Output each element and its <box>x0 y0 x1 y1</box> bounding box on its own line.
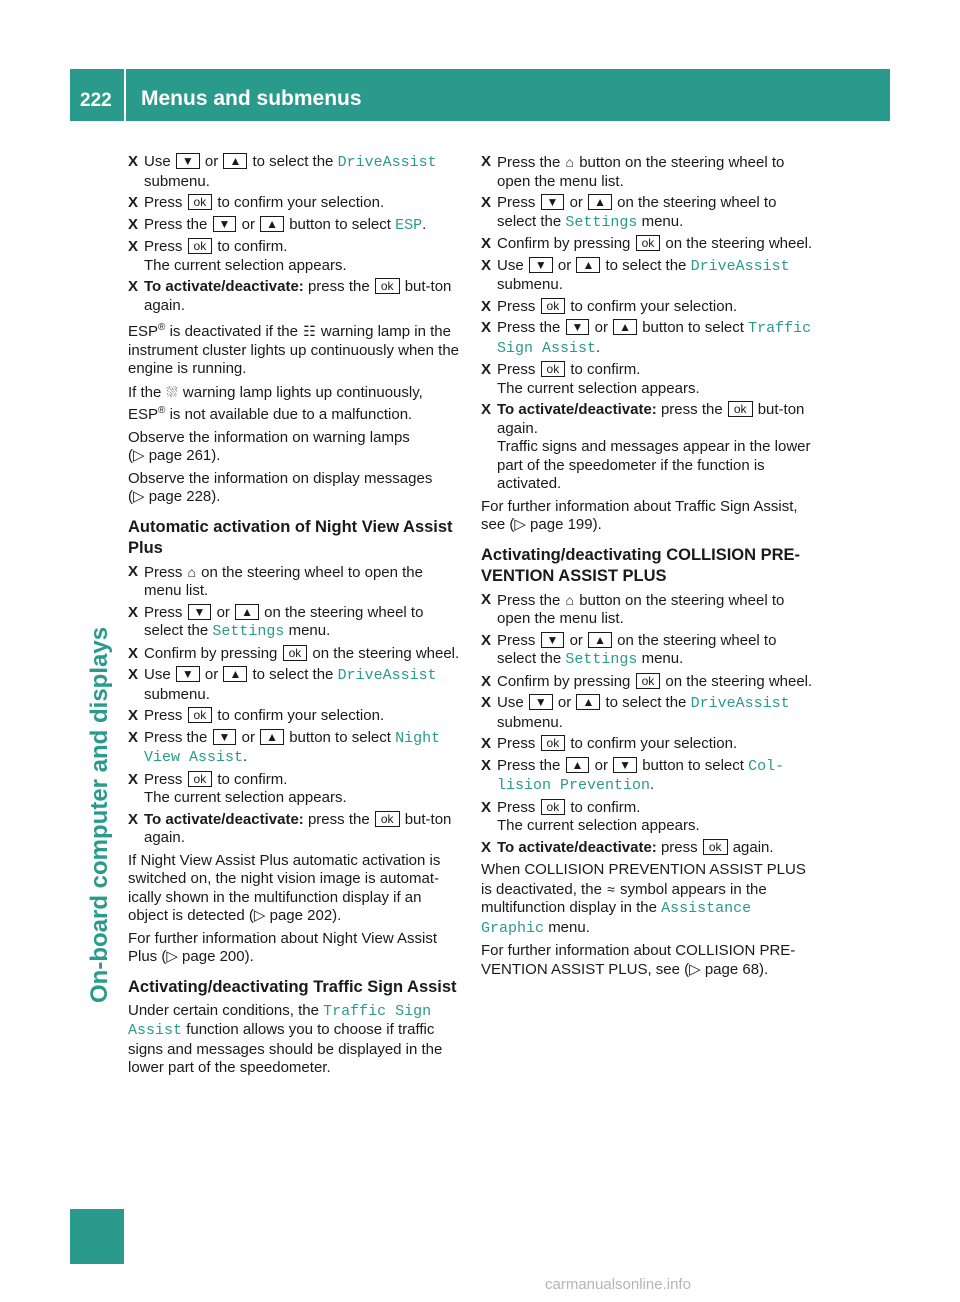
bullet-arrow-icon: X <box>481 401 492 418</box>
bullet-arrow-icon: X <box>481 256 492 274</box>
paragraph: If the ⛆ warning lamp lights up continuously, ESP® is not available due to a malfunction. <box>128 383 423 423</box>
side-tab-text <box>86 626 113 1003</box>
bullet-arrow-icon: X <box>481 756 492 774</box>
ok-key-icon: ok <box>636 235 661 251</box>
up-key-icon: ▲ <box>576 694 600 710</box>
bullet-arrow-icon: X <box>128 810 139 828</box>
subsection-heading: Activating/deactivating Traffic Sign Assist <box>128 977 457 996</box>
down-key-icon: ▼ <box>613 757 637 773</box>
page-ref-link[interactable]: (▷ page 228). <box>128 488 221 505</box>
step: X Press ok to confirm. The current selection appears. <box>481 361 700 397</box>
bullet-arrow-icon: X <box>128 707 139 724</box>
down-key-icon: ▼ <box>176 153 200 169</box>
ok-key-icon: ok <box>541 799 566 815</box>
menu-ref: ESP <box>395 216 423 234</box>
bullet-arrow-icon: X <box>481 235 492 252</box>
ok-key-icon: ok <box>188 707 213 723</box>
menu-ref: DriveAssist <box>690 257 790 275</box>
paragraph: Observe the information on display messages (▷ page 228). <box>128 469 433 505</box>
step: X Press the ▲ or ▼ button to select Col-lision Prevention. <box>481 756 785 794</box>
down-key-icon: ▼ <box>213 216 237 232</box>
bullet-arrow-icon: X <box>128 153 139 170</box>
menu-ref: Traffic Sign Assist <box>497 320 812 357</box>
paragraph: ESP® is deactivated if the ☷ warning lamp in the instrument cluster lights up continuously when the engine is running. <box>128 322 460 377</box>
ok-key-icon: ok <box>375 811 400 827</box>
step: X Press ▼ or ▲ on the steering wheel to select the Settings menu. <box>481 194 777 231</box>
step: X Press ok to confirm your selection. <box>128 707 385 724</box>
menu-ref: Night View Assist <box>144 729 441 766</box>
bullet-arrow-icon: X <box>481 194 492 211</box>
step: X Press ⌂ on the steering wheel to open the menu list. <box>128 562 423 599</box>
step: X Press ok to confirm. The current selection appears. <box>128 238 347 274</box>
paragraph: For further information about Night View Assist Plus (▷ page 200). <box>128 929 438 965</box>
down-key-icon: ▼ <box>541 632 565 648</box>
step: X Press ok to confirm. The current selection appears. <box>128 770 347 806</box>
side-tab-label: On-board computer and displays <box>86 626 113 1003</box>
ok-key-icon: ok <box>636 673 661 689</box>
step: X Use ▼ or ▲ to select the DriveAssist submenu. <box>481 694 790 731</box>
menu-ref: Col-lision Prevention <box>497 757 785 794</box>
bullet-arrow-icon: X <box>128 562 139 580</box>
header-divider <box>124 69 126 121</box>
up-key-icon: ▲ <box>260 216 284 232</box>
up-key-icon: ▲ <box>566 757 590 773</box>
esp-warning-icon: ⛆ <box>166 383 178 400</box>
menu-ref: DriveAssist <box>337 154 437 171</box>
ok-key-icon: ok <box>188 194 213 210</box>
step: X To activate/deactivate: press the ok but-ton again. Traffic signs and messages appear in the lower part of the speedometer if the function is activated. <box>481 401 811 492</box>
ok-key-icon: ok <box>541 298 566 314</box>
menu-ref: Settings <box>212 623 285 640</box>
page-number: 222 <box>80 90 112 111</box>
step: X Press ok to confirm. The current selection appears. <box>481 798 700 834</box>
down-key-icon: ▼ <box>188 604 212 620</box>
step: X To activate/deactivate: press the ok but-ton again. <box>128 278 452 314</box>
up-key-icon: ▲ <box>235 604 259 620</box>
up-key-icon: ▲ <box>613 319 637 335</box>
paragraph: When COLLISION PREVENTION ASSIST PLUS is deactivated, the ≈ symbol appears in the multifunction display in the Assistance Graphic menu. <box>481 861 806 937</box>
ok-key-icon: ok <box>188 771 213 787</box>
subsection-heading: Automatic activation of Night View Assist Plus <box>128 517 453 557</box>
bullet-arrow-icon: X <box>481 838 492 856</box>
up-key-icon: ▲ <box>223 153 247 169</box>
ok-key-icon: ok <box>703 839 728 855</box>
step: X Press the ⌂ button on the steering wheel to open the menu list. <box>481 590 785 627</box>
menu-ref: DriveAssist <box>690 695 790 712</box>
left-column <box>128 153 460 1080</box>
step: X Use ▼ or ▲ to select the DriveAssist submenu. <box>128 666 437 703</box>
subsection-heading: Activating/deactivating COLLISION PRE-VENTION ASSIST PLUS <box>481 545 801 585</box>
bullet-arrow-icon: X <box>128 194 139 211</box>
watermark: carmanualsonline.info <box>545 1276 691 1293</box>
home-key-icon: ⌂ <box>565 154 575 170</box>
ok-key-icon: ok <box>283 645 308 661</box>
step: X Press ok to confirm your selection. <box>481 735 738 752</box>
bullet-arrow-icon: X <box>481 590 492 608</box>
down-key-icon: ▼ <box>529 694 553 710</box>
collision-prevention-off-icon: ≈ <box>607 880 615 897</box>
step: X Confirm by pressing ok on the steering wheel. <box>481 235 813 252</box>
paragraph: Under certain conditions, the Traffic Sign Assist function allows you to choose if traffic signs and messages should be displayed in the lower part of the speedometer. <box>128 1001 443 1076</box>
bullet-arrow-icon: X <box>481 631 492 649</box>
bullet-arrow-icon: X <box>128 278 139 295</box>
bullet-arrow-icon: X <box>128 238 139 255</box>
right-column <box>481 153 813 981</box>
down-key-icon: ▼ <box>176 666 200 682</box>
step: X To activate/deactivate: press ok again. <box>481 838 774 856</box>
step: X Use ▼ or ▲ to select the DriveAssist submenu. <box>481 256 790 293</box>
up-key-icon: ▲ <box>588 194 612 210</box>
bullet-arrow-icon: X <box>481 319 492 336</box>
step: X Press ▼ or ▲ on the steering wheel to select the Settings menu. <box>481 631 777 668</box>
paragraph: Observe the information on warning lamps (▷ page 261). <box>128 428 410 464</box>
menu-ref: Traffic Sign Assist <box>128 1002 432 1039</box>
bullet-arrow-icon: X <box>481 361 492 378</box>
home-key-icon: ⌂ <box>187 563 196 580</box>
up-key-icon: ▲ <box>260 729 284 745</box>
bullet-arrow-icon: X <box>481 297 492 315</box>
bullet-arrow-icon: X <box>481 694 492 711</box>
ok-key-icon: ok <box>541 735 566 751</box>
home-key-icon: ⌂ <box>565 591 575 608</box>
esp-off-warning-icon: ☷ <box>303 323 316 339</box>
step: X Press ok to confirm your selection. <box>481 297 738 315</box>
section-title: Menus and submenus <box>141 87 362 110</box>
step: X Use ▼ or ▲ to select the DriveAssist submenu. <box>128 153 437 190</box>
step: X Press ▼ or ▲ on the steering wheel to select the Settings menu. <box>128 603 424 640</box>
step: X Press ok to confirm your selection. <box>128 194 385 211</box>
bullet-arrow-icon: X <box>481 735 492 752</box>
bullet-arrow-icon: X <box>481 672 492 690</box>
paragraph: For further information about Traffic Sign Assist, see (▷ page 199). <box>481 497 798 533</box>
step: X Press the ⌂ button on the steering wheel to open the menu list. <box>481 153 785 190</box>
up-key-icon: ▲ <box>576 257 600 273</box>
step: X Press the ▼ or ▲ button to select ESP. <box>128 215 427 234</box>
side-tab-block <box>70 1209 124 1264</box>
step: X Press the ▼ or ▲ button to select Night View Assist. <box>128 728 441 766</box>
bullet-arrow-icon: X <box>128 215 139 233</box>
ok-key-icon: ok <box>728 401 753 417</box>
menu-ref: Settings <box>565 213 638 231</box>
bullet-arrow-icon: X <box>481 153 492 170</box>
step: X Confirm by pressing ok on the steering wheel. <box>481 672 813 690</box>
bullet-arrow-icon: X <box>128 603 139 621</box>
paragraph: For further information about COLLISION PRE-VENTION ASSIST PLUS, see (▷ page 68). <box>481 942 796 978</box>
up-key-icon: ▲ <box>588 632 612 648</box>
ok-key-icon: ok <box>541 361 566 377</box>
down-key-icon: ▼ <box>566 319 590 335</box>
down-key-icon: ▼ <box>529 257 553 273</box>
bullet-arrow-icon: X <box>128 644 139 662</box>
menu-ref: DriveAssist <box>337 667 437 684</box>
menu-ref: Settings <box>565 651 638 668</box>
down-key-icon: ▼ <box>541 194 565 210</box>
ok-key-icon: ok <box>375 278 400 294</box>
bullet-arrow-icon: X <box>128 770 139 788</box>
menu-ref: Assistance Graphic <box>481 900 752 937</box>
bullet-arrow-icon: X <box>128 666 139 683</box>
step: X Press the ▼ or ▲ button to select Traffic Sign Assist. <box>481 319 812 357</box>
paragraph: If Night View Assist Plus automatic activation is switched on, the night vision image is automat-ically shown in the multifunction display if an object is detected (▷ page 202). <box>128 851 441 924</box>
bullet-arrow-icon: X <box>128 728 139 746</box>
bullet-arrow-icon: X <box>481 798 492 816</box>
ok-key-icon: ok <box>188 238 213 254</box>
down-key-icon: ▼ <box>213 729 237 745</box>
step: X Confirm by pressing ok on the steering wheel. <box>128 644 460 662</box>
up-key-icon: ▲ <box>223 666 247 682</box>
page-ref-link[interactable]: (▷ page 261). <box>128 447 221 464</box>
step: X To activate/deactivate: press the ok but-ton again. <box>128 810 452 846</box>
